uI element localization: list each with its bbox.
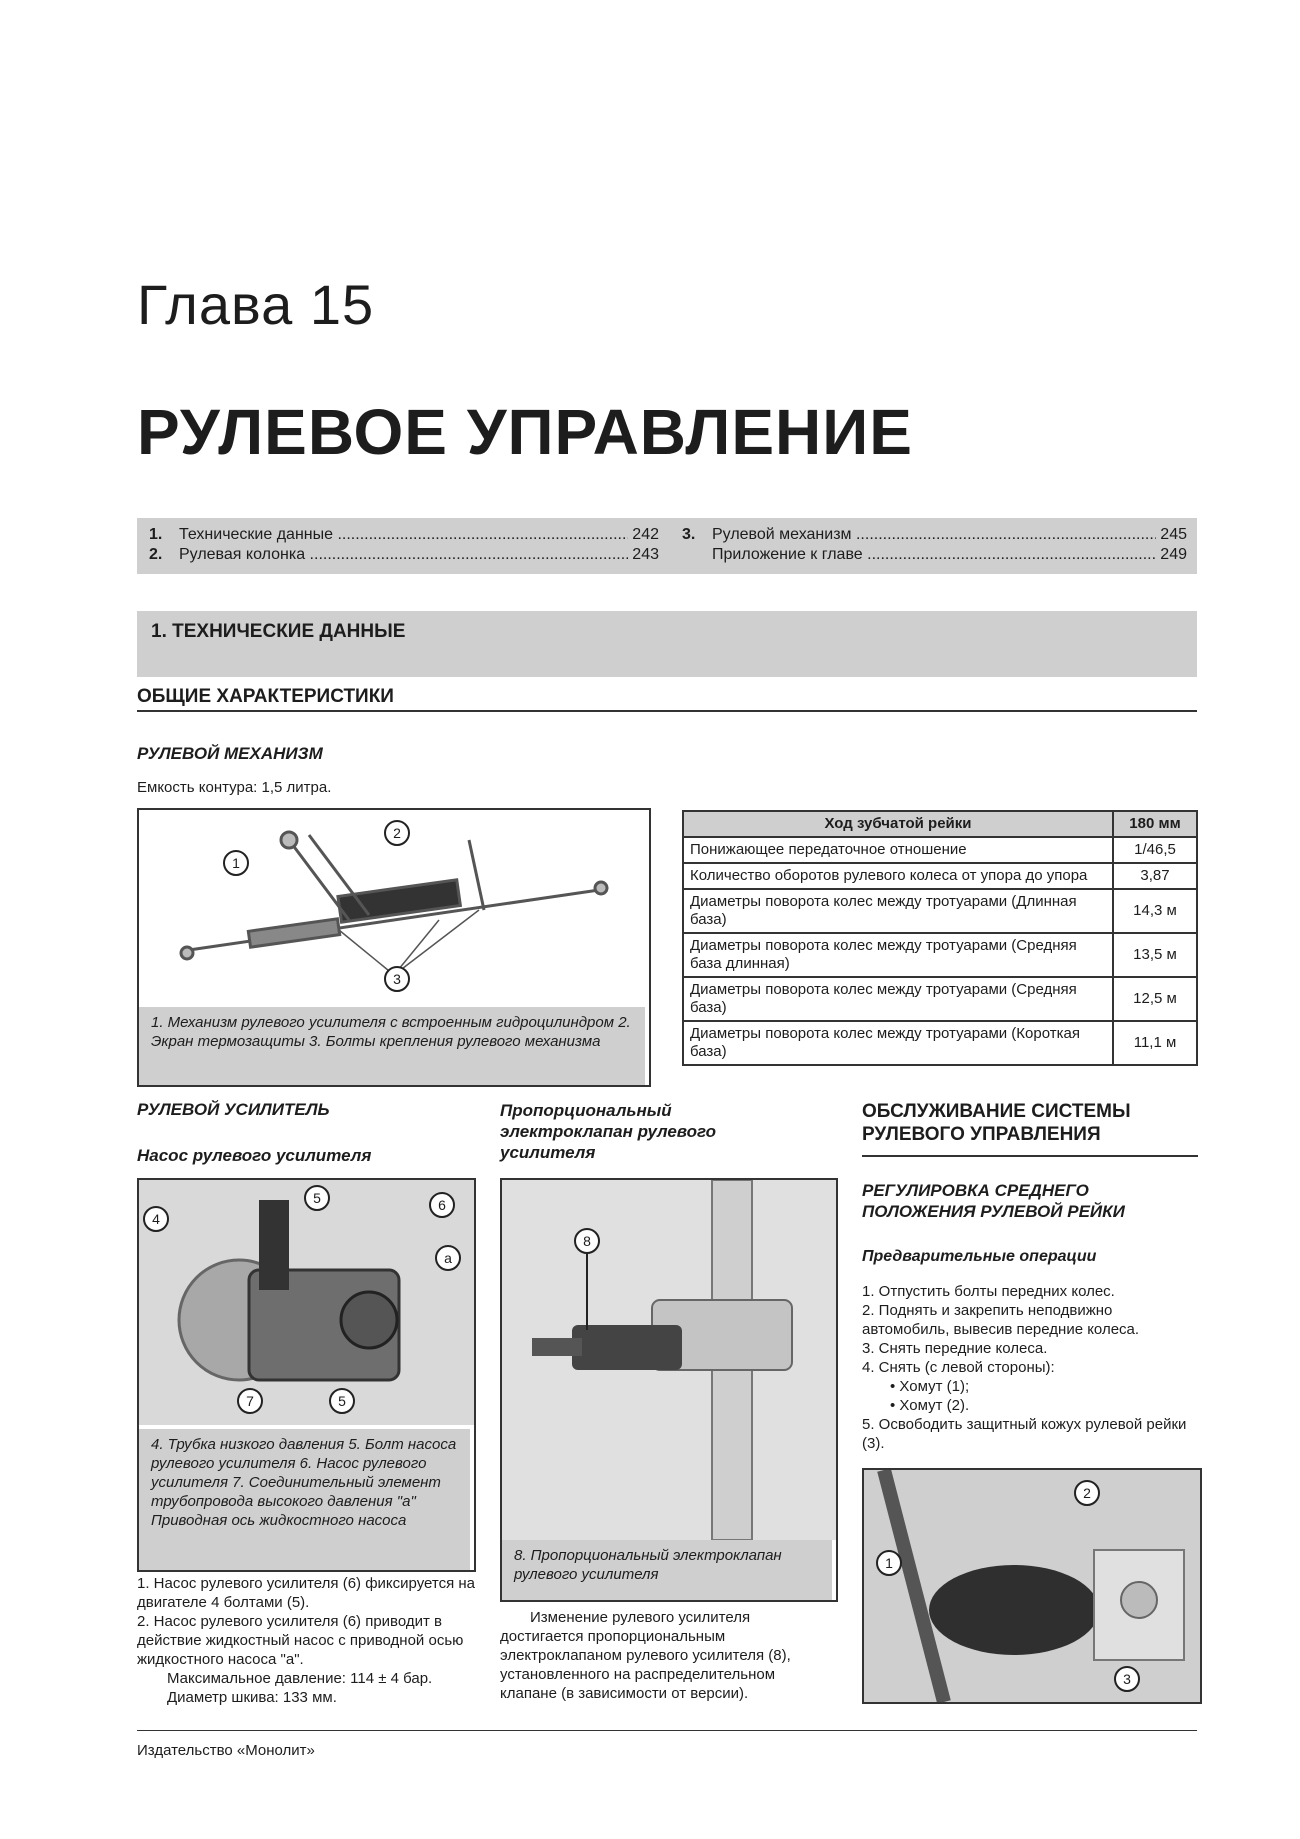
- divider: [137, 710, 1197, 712]
- spec-label: Понижающее передаточное отношение: [683, 837, 1113, 863]
- spec-value: 3,87: [1113, 863, 1197, 889]
- prelim-heading: Предварительные операции: [862, 1248, 1097, 1265]
- section-title: 1. ТЕХНИЧЕСКИЕ ДАННЫЕ: [151, 621, 406, 642]
- spec-label: Диаметры поворота колес между тротуарами (Короткая база): [683, 1021, 1113, 1065]
- table-header: [683, 811, 1197, 837]
- service-heading: ОБСЛУЖИВАНИЕ СИСТЕМЫ РУЛЕВОГО УПРАВЛЕНИЯ: [862, 1101, 1131, 1145]
- callout-8: 8: [574, 1228, 600, 1254]
- spec-label: Диаметры поворота колес между тротуарами (Средняя база длинная): [683, 933, 1113, 977]
- toc-item[interactable]: Приложение к главе ..... 249: [682, 546, 1187, 564]
- table-row: [683, 933, 1197, 977]
- steering-gear-heading: РУЛЕВОЙ МЕХАНИЗМ: [137, 744, 323, 763]
- callout-3: 3: [384, 966, 410, 992]
- toc-item[interactable]: 1. Технические данные ..... 242: [149, 526, 659, 544]
- figure-caption: 1. Механизм рулевого усилителя с встроенным гидроцилиндром 2. Экран термозащиты 3. Болты крепления рулевого механизма: [139, 1007, 645, 1085]
- general-heading: ОБЩИЕ ХАРАКТЕРИСТИКИ: [137, 686, 394, 707]
- callout-3: 3: [1114, 1666, 1140, 1692]
- figure-caption: 8. Пропорциональный электроклапан рулевого усилителя: [502, 1540, 832, 1600]
- spec-label: Диаметры поворота колес между тротуарами (Средняя база): [683, 977, 1113, 1021]
- spec-value: 13,5 м: [1113, 933, 1197, 977]
- figure-valve: [500, 1178, 838, 1602]
- table-of-contents: [137, 518, 1197, 574]
- divider: [862, 1155, 1198, 1157]
- callout-5: 5: [304, 1185, 330, 1211]
- spec-label: Диаметры поворота колес между тротуарами (Длинная база): [683, 889, 1113, 933]
- footer-divider: [137, 1730, 1197, 1731]
- callout-2: 2: [384, 820, 410, 846]
- pump-heading: Насос рулевого усилителя: [137, 1146, 372, 1165]
- valve-text: Изменение рулевого усилителя достигается пропорциональным электроклапаном рулевого усилителя (8), установленного на распределительном клапане (в зависимости от версии).: [500, 1609, 791, 1702]
- footer-publisher: Издательство «Монолит»: [137, 1742, 315, 1759]
- section-header: [137, 611, 1197, 677]
- step: Максимальное давление: 114 ± 4 бар.: [167, 1670, 433, 1687]
- step: 1. Отпустить болты передних колес.: [862, 1283, 1115, 1300]
- step: • Хомут (1);: [890, 1378, 970, 1395]
- boot-photo: [864, 1470, 1200, 1702]
- adjust-heading: РЕГУЛИРОВКА СРЕДНЕГО ПОЛОЖЕНИЯ РУЛЕВОЙ РЕЙКИ: [862, 1181, 1125, 1221]
- figure-pump: [137, 1178, 476, 1572]
- spec-value: 1/46,5: [1113, 837, 1197, 863]
- figure-boot: [862, 1468, 1202, 1704]
- pump-steps: [137, 1574, 477, 1707]
- capacity-text: Емкость контура: 1,5 литра.: [137, 779, 332, 796]
- table-row: [683, 889, 1197, 933]
- spec-value: 11,1 м: [1113, 1021, 1197, 1065]
- callout-6: 6: [429, 1192, 455, 1218]
- pump-photo: [139, 1180, 474, 1425]
- spec-value: 12,5 м: [1113, 977, 1197, 1021]
- step: 2. Насос рулевого усилителя (6) приводит в действие жидкостный насос с приводной осью жидкостного насоса "а".: [137, 1613, 464, 1668]
- step: 2. Поднять и закрепить неподвижно автомобиль, вывесив передние колеса.: [862, 1302, 1140, 1338]
- toc-item[interactable]: 3. Рулевой механизм ..... 245: [682, 526, 1187, 544]
- callout-1: 1: [876, 1550, 902, 1576]
- valve-illustration: [502, 1180, 836, 1540]
- callout-7: 7: [237, 1388, 263, 1414]
- callout-a: a: [435, 1245, 461, 1271]
- step: Диаметр шкива: 133 мм.: [167, 1689, 337, 1706]
- spec-value: 14,3 м: [1113, 889, 1197, 933]
- table-row: [683, 863, 1197, 889]
- header-cell: 180 мм: [1113, 811, 1197, 837]
- table-row: [683, 1021, 1197, 1065]
- prelim-steps: [862, 1282, 1202, 1453]
- step: 1. Насос рулевого усилителя (6) фиксируется на двигателе 4 болтами (5).: [137, 1575, 475, 1611]
- callout-5b: 5: [329, 1388, 355, 1414]
- boot-illustration: [864, 1470, 1200, 1702]
- figure-caption: 4. Трубка низкого давления 5. Болт насоса рулевого усилителя 6. Насос рулевого усилителя 7. Соединительный элемент трубопровода высокого давления "а" Приводная ось жидкостного насоса: [139, 1429, 470, 1570]
- pump-illustration: [139, 1180, 474, 1425]
- valve-photo: [502, 1180, 836, 1540]
- callout-4: 4: [143, 1206, 169, 1232]
- table-row: [683, 837, 1197, 863]
- page-title: РУЛЕВОЕ УПРАВЛЕНИЕ: [137, 396, 913, 468]
- step: 5. Освободить защитный кожух рулевой рейки (3).: [862, 1416, 1187, 1452]
- table-row: [683, 977, 1197, 1021]
- step: 4. Снять (с левой стороны):: [862, 1359, 1055, 1376]
- callout-1: 1: [223, 850, 249, 876]
- header-cell: Ход зубчатой рейки: [683, 811, 1113, 837]
- callout-2: 2: [1074, 1480, 1100, 1506]
- spec-label: Количество оборотов рулевого колеса от упора до упора: [683, 863, 1113, 889]
- power-steering-heading: РУЛЕВОЙ УСИЛИТЕЛЬ: [137, 1100, 330, 1119]
- spec-table: [682, 810, 1198, 1066]
- toc-item[interactable]: 2. Рулевая колонка ..... 243: [149, 546, 659, 564]
- figure-steering-rack: [137, 808, 651, 1087]
- step: • Хомут (2).: [890, 1397, 970, 1414]
- step: 3. Снять передние колеса.: [862, 1340, 1048, 1357]
- valve-heading: Пропорциональный электроклапан рулевого усилителя: [500, 1101, 717, 1162]
- chapter-label: Глава 15: [137, 273, 375, 336]
